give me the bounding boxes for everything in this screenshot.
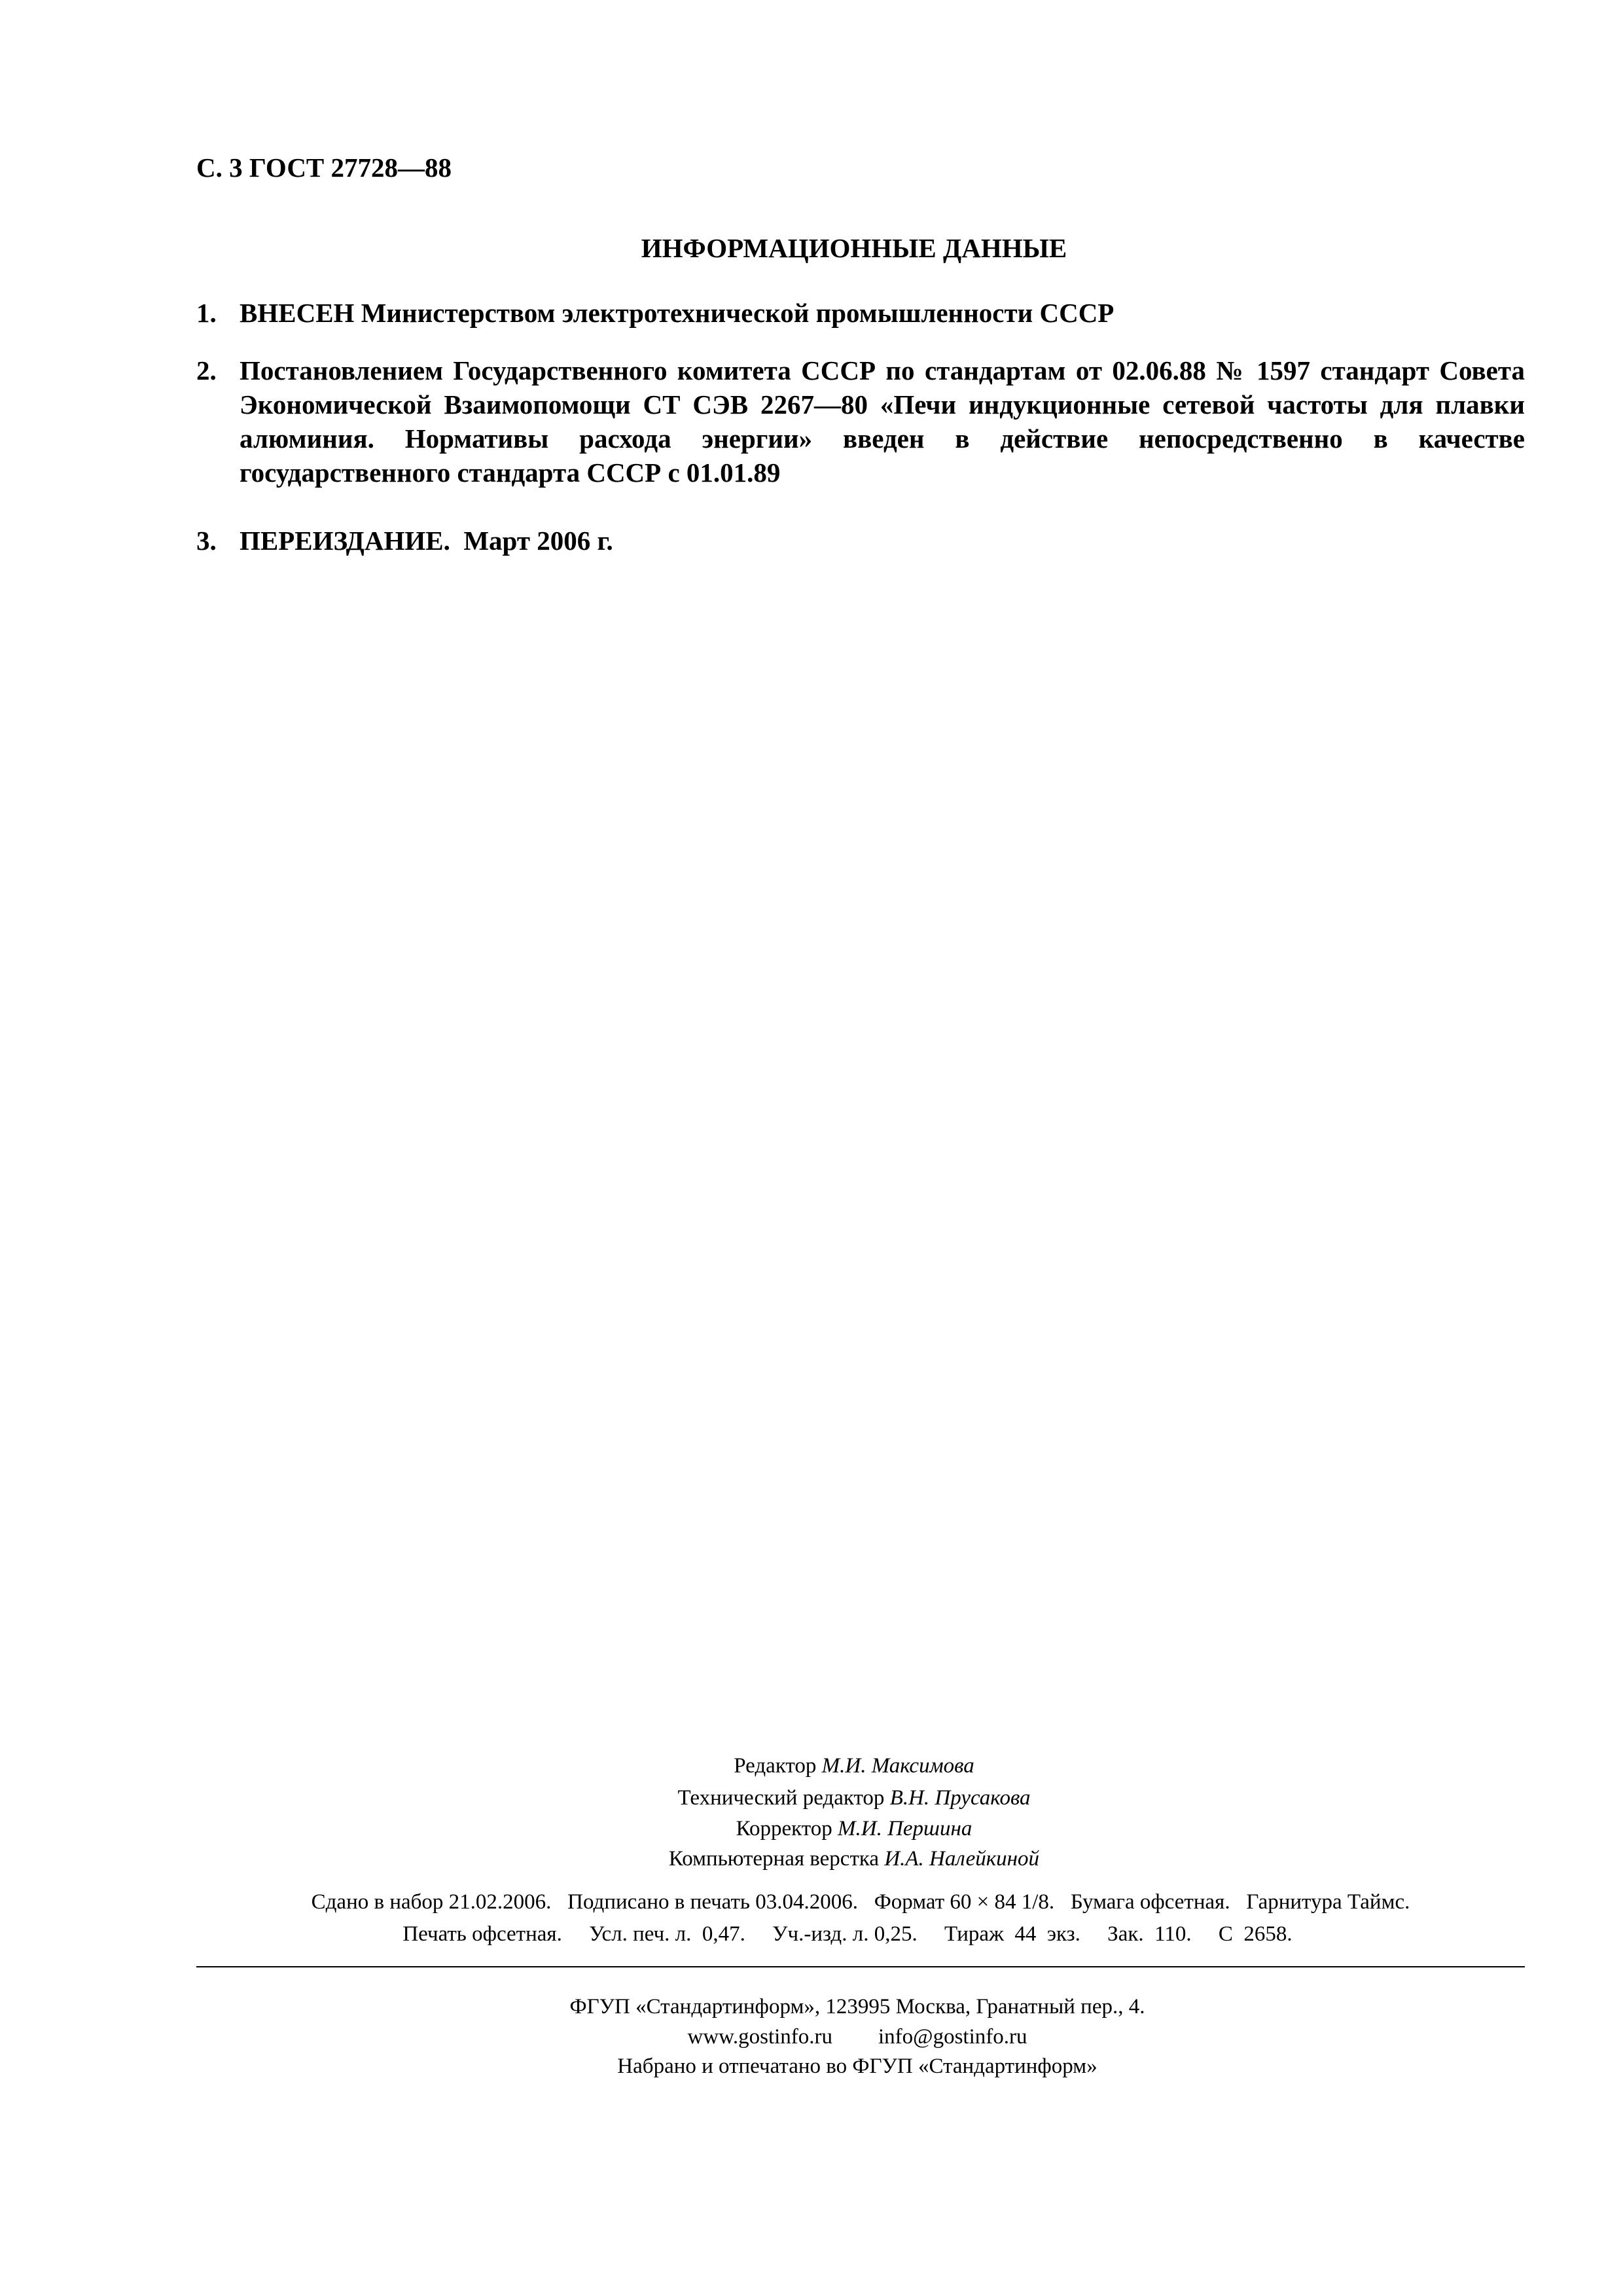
publisher-contacts (0, 2025, 1623, 2049)
imprint-line-2: Печать офсетная. Усл. печ. л. 0,47. Уч.-изд. л. 0,25. Тираж 44 экз. Зак. 110. С 2658. (402, 1922, 1293, 1946)
credit-layout (0, 1847, 1623, 1871)
item-number: 3. (196, 526, 217, 556)
credit-role: Компьютерная верстка (668, 1847, 880, 1871)
printed-by: Набрано и отпечатано во ФГУП «Стандартинформ» (617, 2054, 1097, 2078)
credit-name: М.И. Максимова (821, 1754, 974, 1778)
imprint-line-1: Сдано в набор 21.02.2006. Подписано в печать 03.04.2006. Формат 60 × 84 1/8. Бумага офсетная. Гарнитура Таймс. (311, 1890, 1410, 1914)
credit-tech-editor (0, 1786, 1623, 1810)
item-text: ПЕРЕИЗДАНИЕ. Март 2006 г. (240, 526, 613, 556)
credit-role: Редактор (734, 1754, 817, 1778)
section-title: ИНФОРМАЦИОННЫЕ ДАННЫЕ (641, 233, 1067, 263)
credit-name: М.И. Першина (838, 1817, 972, 1840)
item-text: ВНЕСЕН Министерством электротехнической промышленности СССР (240, 298, 1115, 328)
credit-name: В.Н. Прусакова (889, 1786, 1031, 1810)
item-text: Постановлением Государственного комитета СССР по стандартам от 02.06.88 № 1597 стандарт Совета Экономической Взаимопомощи СТ СЭВ 2267—80 «Печи индукционные сетевой частоты для плавки алюминия. Нормативы расхода энергии» введен в действие непосредственно в качестве государственного стандарта СССР с 01.01.89 (240, 355, 1525, 488)
info-item (196, 524, 1525, 558)
credit-role: Корректор (736, 1817, 832, 1840)
item-number: 1. (196, 298, 217, 328)
website-link[interactable]: www.gostinfo.ru (687, 2025, 833, 2049)
credit-name: И.А. Налейкиной (884, 1847, 1040, 1871)
publisher-address: ФГУП «Стандартинформ», 123995 Москва, Гранатный пер., 4. (569, 1995, 1145, 2018)
email-link[interactable]: info@gostinfo.ru (878, 2025, 1027, 2049)
credit-editor (0, 1754, 1623, 1778)
item-number: 2. (196, 355, 217, 386)
divider (196, 1966, 1525, 1967)
page-header: С. 3 ГОСТ 27728—88 (196, 152, 452, 183)
credit-corrector (0, 1817, 1623, 1841)
info-item (196, 296, 1525, 330)
credit-role: Технический редактор (677, 1786, 885, 1810)
info-item (196, 353, 1525, 490)
